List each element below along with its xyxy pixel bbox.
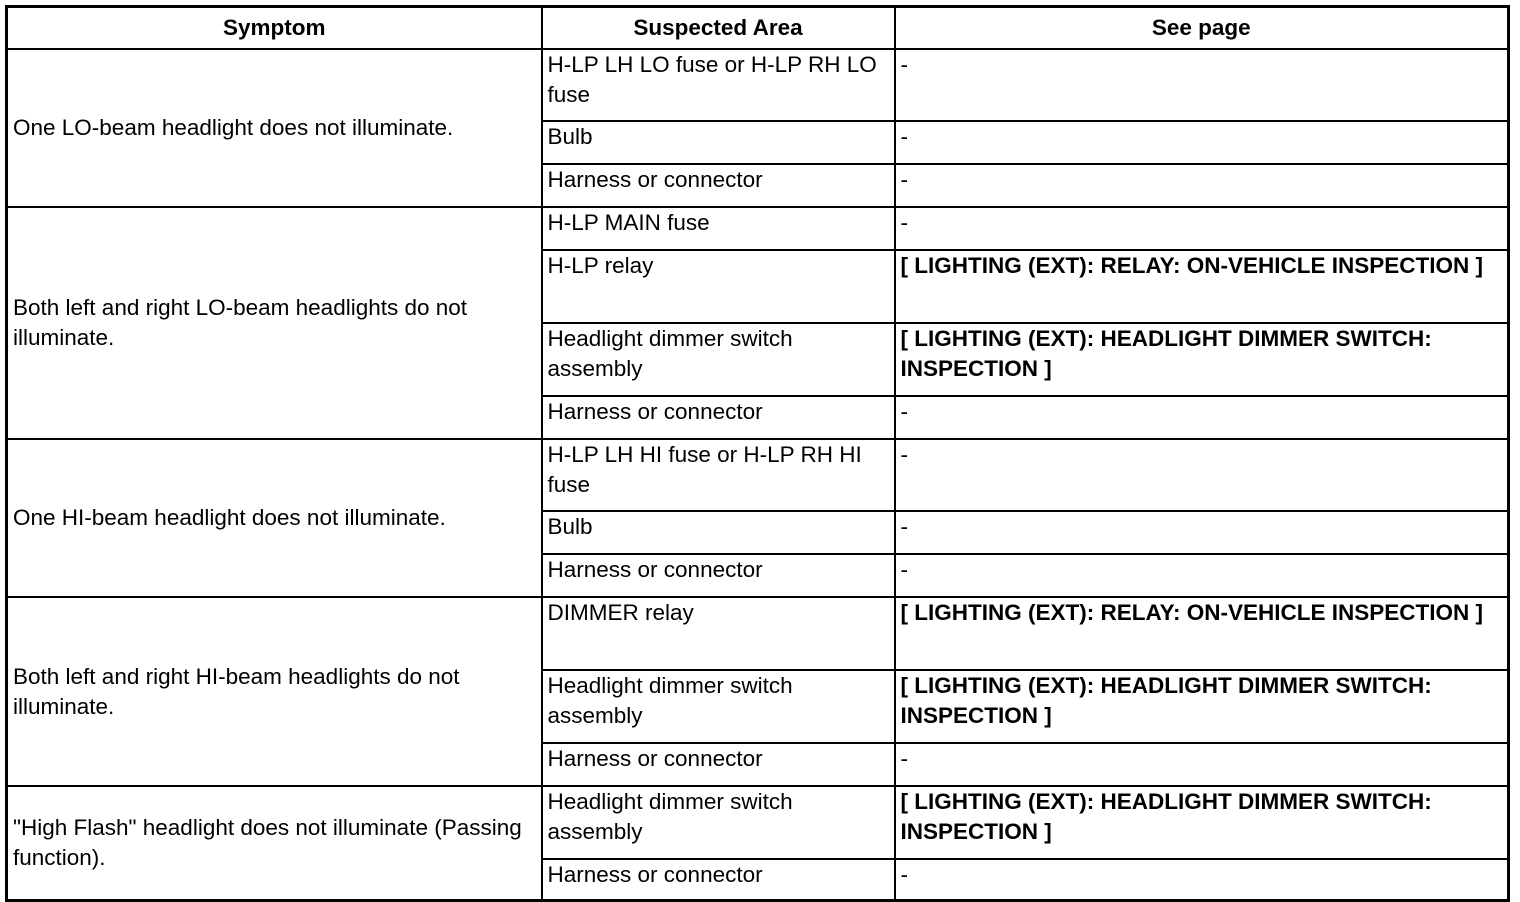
- see-page-cell: -: [895, 554, 1509, 597]
- table-row: [7, 49, 1509, 121]
- header-suspected-area: Suspected Area: [542, 7, 895, 50]
- suspected-area-cell: Headlight dimmer switch assembly: [542, 323, 895, 396]
- see-page-cell: -: [895, 511, 1509, 554]
- table-row: [7, 207, 1509, 250]
- see-page-reference-link[interactable]: [ LIGHTING (EXT): HEADLIGHT DIMMER SWITCH: INSPECTION ]: [895, 323, 1509, 396]
- see-page-cell: -: [895, 49, 1509, 121]
- suspected-area-cell: H-LP LH HI fuse or H-LP RH HI fuse: [542, 439, 895, 511]
- symptom-cell: Both left and right LO-beam headlights do not illuminate.: [7, 207, 542, 439]
- suspected-area-cell: H-LP MAIN fuse: [542, 207, 895, 250]
- see-page-reference-link[interactable]: [ LIGHTING (EXT): HEADLIGHT DIMMER SWITCH: INSPECTION ]: [895, 786, 1509, 859]
- suspected-area-cell: Harness or connector: [542, 859, 895, 901]
- suspected-area-cell: Headlight dimmer switch assembly: [542, 786, 895, 859]
- see-page-cell: -: [895, 164, 1509, 207]
- see-page-cell: -: [895, 439, 1509, 511]
- suspected-area-cell: H-LP relay: [542, 250, 895, 323]
- see-page-cell: -: [895, 859, 1509, 901]
- suspected-area-cell: Harness or connector: [542, 743, 895, 786]
- table-row: [7, 439, 1509, 511]
- suspected-area-cell: Bulb: [542, 511, 895, 554]
- see-page-cell: -: [895, 743, 1509, 786]
- suspected-area-cell: Harness or connector: [542, 554, 895, 597]
- see-page-reference-link[interactable]: [ LIGHTING (EXT): RELAY: ON-VEHICLE INSPECTION ]: [895, 250, 1509, 323]
- see-page-cell: -: [895, 396, 1509, 439]
- header-see-page: See page: [895, 7, 1509, 50]
- see-page-reference-link[interactable]: [ LIGHTING (EXT): RELAY: ON-VEHICLE INSPECTION ]: [895, 597, 1509, 670]
- table-row: [7, 597, 1509, 670]
- diagnostic-table: [5, 5, 1510, 902]
- header-row: [7, 7, 1509, 50]
- symptom-cell: One HI-beam headlight does not illuminate.: [7, 439, 542, 597]
- symptom-cell: Both left and right HI-beam headlights do not illuminate.: [7, 597, 542, 786]
- see-page-cell: -: [895, 207, 1509, 250]
- suspected-area-cell: Harness or connector: [542, 396, 895, 439]
- suspected-area-cell: Harness or connector: [542, 164, 895, 207]
- table-row: [7, 786, 1509, 859]
- see-page-reference-link[interactable]: [ LIGHTING (EXT): HEADLIGHT DIMMER SWITCH: INSPECTION ]: [895, 670, 1509, 743]
- suspected-area-cell: DIMMER relay: [542, 597, 895, 670]
- see-page-cell: -: [895, 121, 1509, 164]
- symptom-cell: One LO-beam headlight does not illuminate.: [7, 49, 542, 207]
- symptom-cell: "High Flash" headlight does not illuminate (Passing function).: [7, 786, 542, 901]
- suspected-area-cell: Headlight dimmer switch assembly: [542, 670, 895, 743]
- header-symptom: Symptom: [7, 7, 542, 50]
- suspected-area-cell: Bulb: [542, 121, 895, 164]
- suspected-area-cell: H-LP LH LO fuse or H-LP RH LO fuse: [542, 49, 895, 121]
